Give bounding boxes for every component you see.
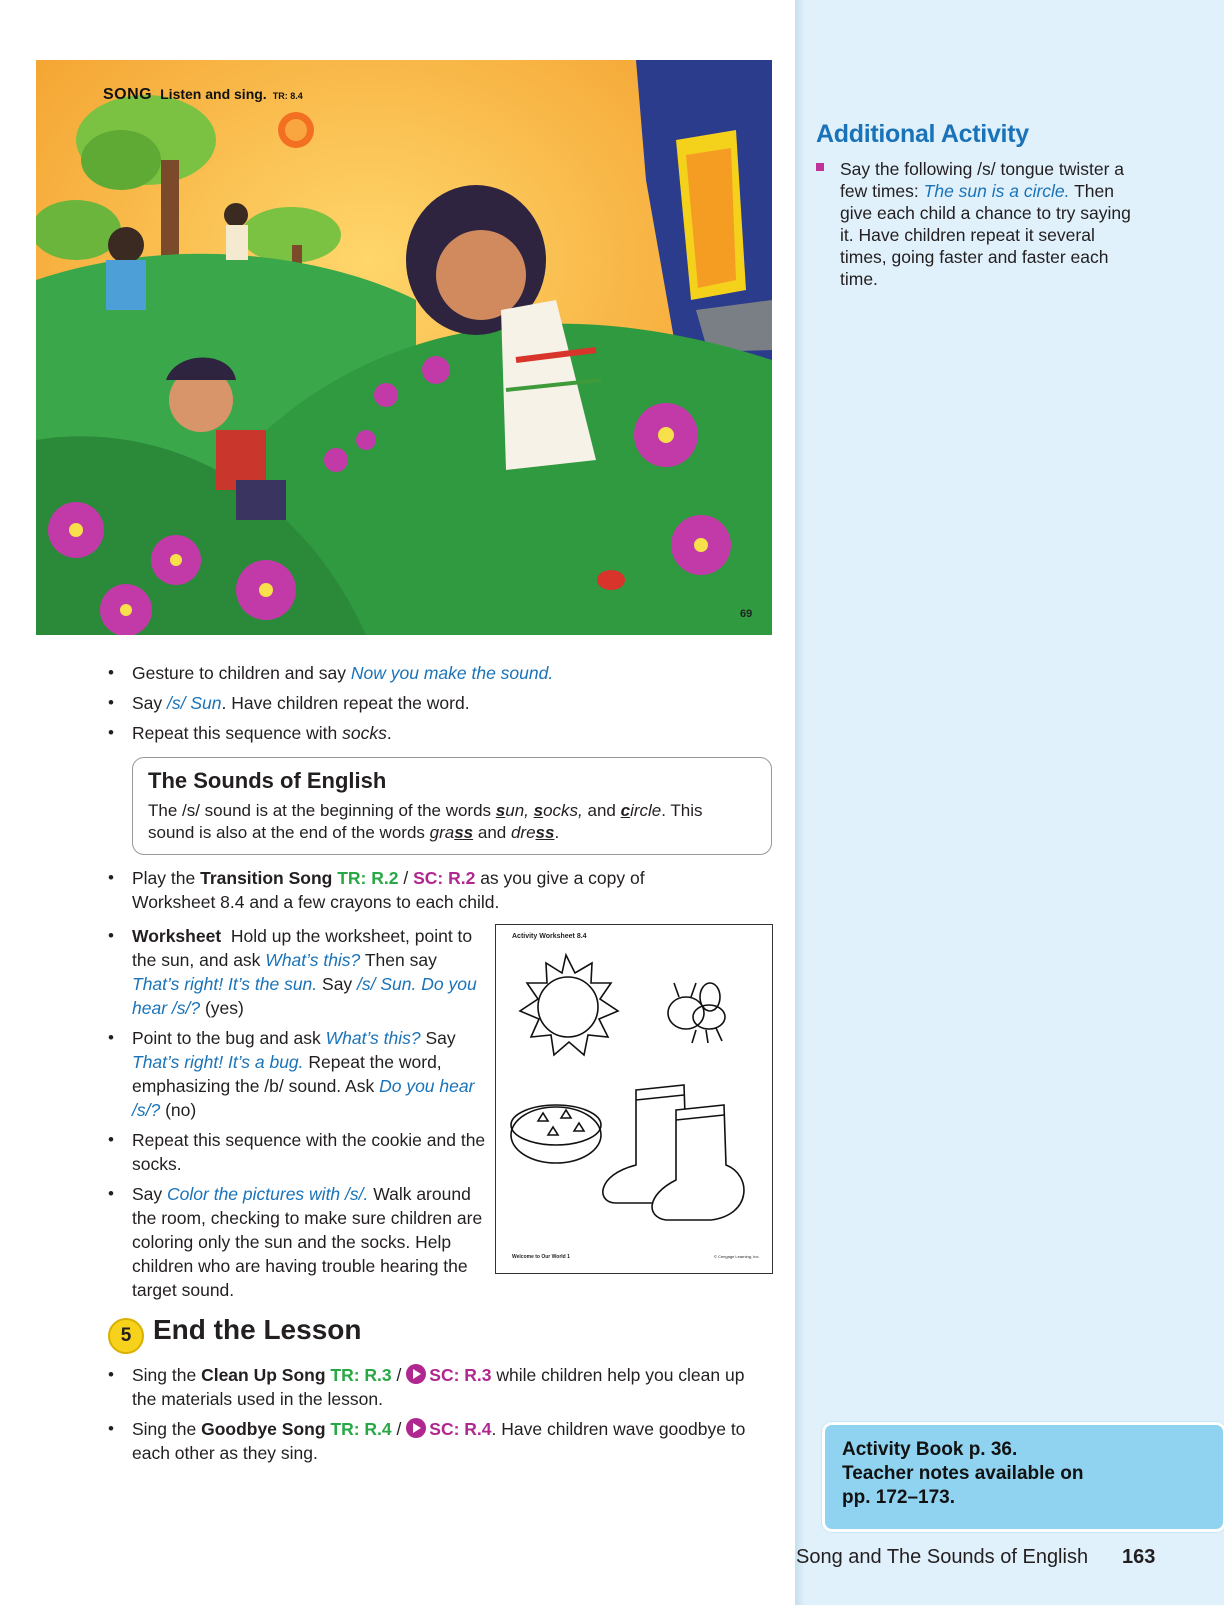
sun-drawing	[520, 955, 618, 1055]
activity-book-text: Activity Book p. 36. Teacher notes available on pp. 172–173.	[842, 1439, 1084, 1508]
socks-drawing	[603, 1085, 744, 1220]
list-item: • Repeat this sequence with socks.	[108, 721, 768, 745]
play-icon[interactable]	[406, 1418, 426, 1438]
list-item: • Say Color the pictures with /s/. Walk around the room, checking to make sure children are coloring only the sun and the socks. Help children who are having trouble hearing the target sound.	[108, 1182, 488, 1302]
song-title: SONG	[103, 86, 153, 103]
section-number-badge: 5	[108, 1318, 144, 1354]
footer-page-number: 163	[1122, 1546, 1156, 1568]
song-label	[103, 86, 303, 104]
transition-bullet-list	[108, 866, 728, 920]
bullet-square-icon	[816, 163, 824, 171]
worksheet-footer-left: Welcome to Our World 1	[512, 1254, 570, 1260]
end-lesson-heading: End the Lesson	[153, 1314, 362, 1345]
list-item: • Repeat this sequence with the cookie and the socks.	[108, 1128, 488, 1176]
intro-bullet-list	[108, 661, 768, 751]
list-item: • Sing the Goodbye Song TR: R.4 / SC: R.4. Have children wave goodbye to each other as they sing.	[108, 1417, 748, 1465]
sounds-of-english-title: The Sounds of English	[148, 768, 387, 793]
play-icon[interactable]	[406, 1364, 426, 1384]
footer-title: Song and The Sounds of English	[796, 1546, 1089, 1568]
worksheet-footer-right: © Cengage Learning, Inc.	[714, 1254, 760, 1259]
list-item: • Worksheet Hold up the worksheet, point to the sun, and ask What’s this? Then say That’s right! It’s the sun. Say /s/ Sun. Do you hear /s/? (yes)	[108, 924, 488, 1020]
end-lesson-bullet-list	[108, 1363, 748, 1471]
list-item: • Play the Transition Song TR: R.2 / SC: R.2 as you give a copy of Worksheet 8.4 and a few crayons to each child.	[108, 866, 728, 914]
additional-activity-text: Say the following /s/ tongue twister a few times: The sun is a circle. Then give each child a chance to try saying it. Have children repeat it several times, going faster and faster each time.	[840, 159, 1131, 289]
cookie-drawing	[511, 1105, 601, 1163]
additional-activity-heading: Additional Activity	[816, 120, 1029, 148]
list-item: • Say /s/ Sun. Have children repeat the word.	[108, 691, 768, 715]
bug-drawing	[668, 983, 725, 1043]
worksheet-bullet-list	[108, 924, 488, 1308]
list-item: • Point to the bug and ask What’s this? Say That’s right! It’s a bug. Repeat the word, emphasizing the /b/ sound. Ask Do you hear /s/? (no)	[108, 1026, 488, 1122]
worksheet-title: Activity Worksheet 8.4	[512, 933, 587, 940]
worksheet-thumbnail	[495, 924, 773, 1274]
list-item: • Sing the Clean Up Song TR: R.3 / SC: R.3 while children help you clean up the materials used in the lesson.	[108, 1363, 748, 1411]
sounds-of-english-text: The /s/ sound is at the beginning of the words sun, socks, and circle. This sound is also at the end of the words grass and dress.	[148, 801, 703, 842]
list-item: • Gesture to children and say Now you make the sound.	[108, 661, 768, 685]
worksheet-drawings	[496, 925, 772, 1273]
illustration-page-number: 69	[740, 608, 753, 620]
song-illustration	[36, 60, 772, 635]
song-instruction: Listen and sing.	[160, 86, 267, 102]
song-track: TR: 8.4	[272, 91, 303, 101]
